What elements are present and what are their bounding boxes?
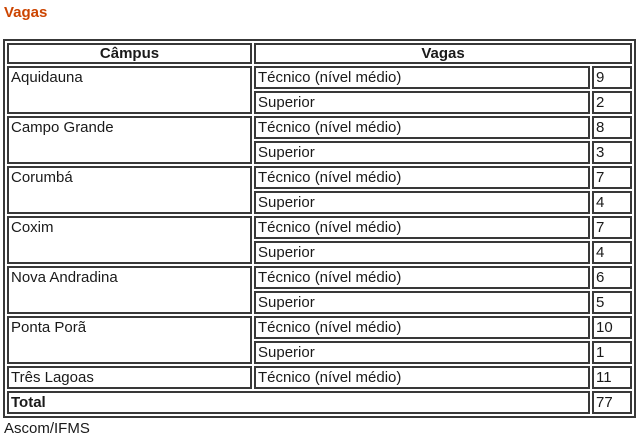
level-cell: Técnico (nível médio)	[254, 316, 590, 339]
level-cell: Superior	[254, 241, 590, 264]
total-value: 77	[592, 391, 632, 414]
campus-cell: Corumbá	[7, 166, 252, 214]
source-caption: Ascom/IFMS	[4, 420, 90, 433]
header-vagas: Vagas	[254, 43, 632, 64]
campus-cell: Coxim	[7, 216, 252, 264]
level-cell: Superior	[254, 291, 590, 314]
level-cell: Superior	[254, 341, 590, 364]
value-cell: 6	[592, 266, 632, 289]
table-row	[7, 266, 632, 289]
value-cell: 9	[592, 66, 632, 89]
level-cell: Técnico (nível médio)	[254, 216, 590, 239]
level-cell: Técnico (nível médio)	[254, 266, 590, 289]
campus-cell: Nova Andradina	[7, 266, 252, 314]
campus-cell: Aquidauna	[7, 66, 252, 114]
campus-cell: Campo Grande	[7, 116, 252, 164]
value-cell: 4	[592, 241, 632, 264]
header-campus: Câmpus	[7, 43, 252, 64]
value-cell: 4	[592, 191, 632, 214]
table-row	[7, 366, 632, 389]
level-cell: Técnico (nível médio)	[254, 66, 590, 89]
level-cell: Técnico (nível médio)	[254, 116, 590, 139]
value-cell: 11	[592, 366, 632, 389]
table-row	[7, 316, 632, 339]
page-title: Vagas	[4, 4, 48, 21]
level-cell: Técnico (nível médio)	[254, 166, 590, 189]
vagas-table-foot	[7, 391, 632, 414]
table-row	[7, 166, 632, 189]
campus-cell: Ponta Porã	[7, 316, 252, 364]
vagas-table-head	[7, 43, 632, 64]
vagas-table	[3, 39, 636, 418]
value-cell: 10	[592, 316, 632, 339]
table-row	[7, 116, 632, 139]
vagas-table-body	[7, 66, 632, 389]
header-row	[7, 43, 632, 64]
value-cell: 5	[592, 291, 632, 314]
value-cell: 1	[592, 341, 632, 364]
value-cell: 2	[592, 91, 632, 114]
value-cell: 7	[592, 166, 632, 189]
level-cell: Superior	[254, 191, 590, 214]
value-cell: 3	[592, 141, 632, 164]
level-cell: Técnico (nível médio)	[254, 366, 590, 389]
value-cell: 8	[592, 116, 632, 139]
level-cell: Superior	[254, 141, 590, 164]
level-cell: Superior	[254, 91, 590, 114]
value-cell: 7	[592, 216, 632, 239]
total-row	[7, 391, 632, 414]
total-label: Total	[7, 391, 590, 414]
campus-cell: Três Lagoas	[7, 366, 252, 389]
table-row	[7, 216, 632, 239]
table-row	[7, 66, 632, 89]
